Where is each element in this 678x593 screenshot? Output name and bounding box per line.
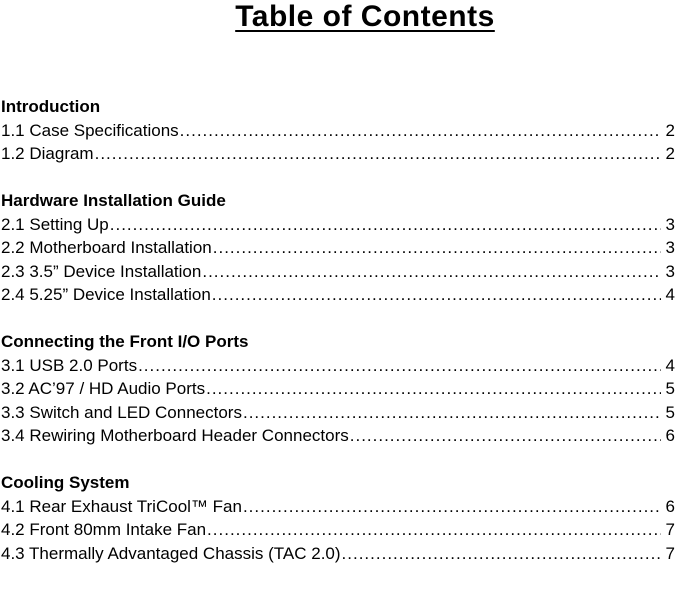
- entry-page-number: 7: [665, 543, 675, 563]
- entry-page-number: 5: [665, 379, 675, 398]
- dot-leader: [243, 495, 661, 519]
- toc-entry[interactable]: [1, 495, 677, 519]
- toc-entry[interactable]: [1, 236, 677, 260]
- dot-leader: [213, 236, 661, 260]
- section-hardware-installation: [1, 189, 677, 307]
- dot-leader: [138, 354, 661, 378]
- section-cooling-system: [1, 471, 677, 565]
- toc-entry[interactable]: [1, 283, 677, 307]
- dot-leader: [207, 518, 661, 542]
- dot-leader: [110, 213, 661, 237]
- entry-page-number: 2: [665, 120, 675, 140]
- toc-entry[interactable]: [1, 119, 677, 143]
- toc-entry[interactable]: [1, 213, 677, 237]
- entry-title: 4.1 Rear Exhaust TriCool™ Fan: [1, 496, 242, 516]
- toc-entry[interactable]: [1, 518, 677, 542]
- dot-leader: [206, 377, 661, 401]
- section-heading: Connecting the Front I/O Ports: [1, 332, 249, 351]
- entry-page-number: 3: [665, 261, 675, 281]
- entry-page-number: 6: [665, 426, 675, 445]
- dot-leader: [243, 401, 661, 425]
- entry-title: 2.3 3.5” Device Installation: [1, 261, 202, 281]
- toc-entry[interactable]: [1, 401, 677, 425]
- entry-title: 1.1 Case Specifications: [1, 120, 179, 140]
- section-heading: Introduction: [1, 97, 101, 116]
- entry-page-number: 7: [665, 520, 675, 539]
- entry-title: 3.3 Switch and LED Connectors: [1, 402, 242, 422]
- toc-entry[interactable]: [1, 424, 677, 448]
- section-introduction: [1, 95, 677, 166]
- entry-page-number: 3: [665, 214, 675, 234]
- entry-page-number: 4: [665, 285, 675, 304]
- entry-title: 2.2 Motherboard Installation: [1, 238, 212, 257]
- entry-title: 3.2 AC’97 / HD Audio Ports: [1, 379, 206, 398]
- entry-title: 4.2 Front 80mm Intake Fan: [1, 520, 207, 539]
- entry-page-number: 4: [665, 355, 675, 375]
- entry-title: 2.1 Setting Up: [1, 214, 109, 234]
- entry-title: 4.3 Thermally Advantaged Chassis (TAC 2.0): [1, 543, 341, 563]
- dot-leader: [350, 424, 661, 448]
- entry-page-number: 2: [665, 144, 675, 163]
- toc-entry[interactable]: [1, 542, 677, 566]
- dot-leader: [202, 260, 661, 284]
- table-of-contents: [1, 95, 677, 589]
- entry-title: 3.1 USB 2.0 Ports: [1, 355, 138, 375]
- toc-entry[interactable]: [1, 142, 677, 166]
- dot-leader: [342, 542, 661, 566]
- toc-entry[interactable]: [1, 260, 677, 284]
- entry-page-number: 3: [665, 238, 675, 257]
- entry-page-number: 6: [665, 496, 675, 516]
- section-heading: Cooling System: [1, 473, 130, 492]
- entry-title: 1.2 Diagram: [1, 144, 94, 163]
- dot-leader: [212, 283, 661, 307]
- dot-leader: [95, 142, 661, 166]
- entry-page-number: 5: [665, 402, 675, 422]
- page-title: Table of Contents: [235, 0, 495, 33]
- section-heading: Hardware Installation Guide: [1, 191, 226, 210]
- toc-entry[interactable]: [1, 377, 677, 401]
- toc-entry[interactable]: [1, 354, 677, 378]
- entry-title: 3.4 Rewiring Motherboard Header Connectors: [1, 426, 349, 445]
- entry-title: 2.4 5.25” Device Installation: [1, 285, 211, 304]
- section-front-io-ports: [1, 330, 677, 448]
- dot-leader: [180, 119, 661, 143]
